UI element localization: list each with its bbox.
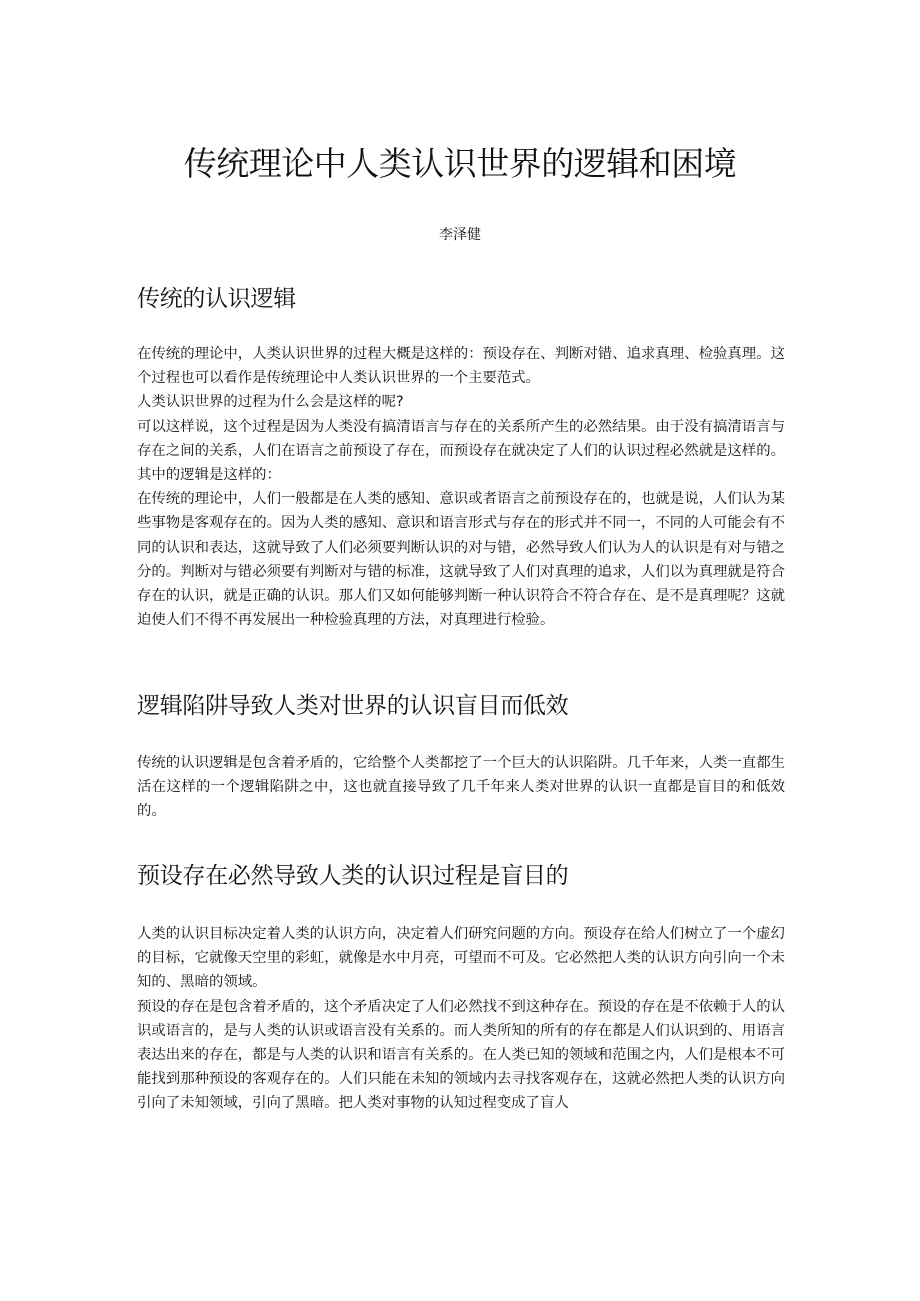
section-heading-2: 逻辑陷阱导致人类对世界的认识盲目而低效 (137, 693, 569, 719)
paragraph: 在传统的理论中，人类认识世界的过程大概是这样的：预设存在、判断对错、追求真理、检验真理。这个过程也可以看作是传统理论中人类认识世界的一个主要范式。 (137, 346, 785, 387)
paragraph: 人类认识世界的过程为什么会是这样的呢? (137, 394, 404, 411)
section-heading-3: 预设存在必然导致人类的认识过程是盲目的 (137, 863, 569, 889)
section-body-3 (137, 922, 785, 1116)
document-author: 李泽健 (439, 227, 481, 243)
paragraph: 在传统的理论中，人们一般都是在人类的感知、意识或者语言之前预设存在的，也就是说，人们认为某些事物是客观存在的。因为人类的感知、意识和语言形式与存在的形式并不同一，不同的人可能会有不同的认识和表达，这就导致了人们必须要判断认识的对与错，必然导致人们认为人的认识是有对与错之分的。判断对与错必须要有判断对与错的标准，这就导致了人们对真理的追求，人们以为真理就是符合存在的认识，就是正确的认识。那人们又如何能够判断一种认识符合不符合存在、是不是真理呢？这就迫使人们不得不再发展出一种检验真理的方法，对真理进行检验。 (137, 491, 785, 629)
paragraph: 可以这样说，这个过程是因为人类没有搞清语言与存在的关系所产生的必然结果。由于没有搞清语言与存在之间的关系，人们在语言之前预设了存在，而预设存在就决定了人们的认识过程必然就是这样的。其中的逻辑是这样的： (137, 418, 785, 484)
section-body-2 (137, 751, 785, 824)
paragraph: 传统的认识逻辑是包含着矛盾的，它给整个人类都挖了一个巨大的认识陷阱。几千年来，人类一直都生活在这样的一个逻辑陷阱之中，这也就直接导致了几千年来人类对世界的认识一直都是盲目的和低效的。 (137, 755, 785, 820)
section-body-1 (137, 342, 785, 632)
document-title: 传统理论中人类认识世界的逻辑和困境 (183, 144, 737, 183)
section-heading-1: 传统的认识逻辑 (137, 286, 296, 312)
paragraph: 预设的存在是包含着矛盾的，这个矛盾决定了人们必然找不到这种存在。预设的存在是不依赖于人的认识或语言的，是与人类的认识或语言没有关系的。而人类所知的所有的存在都是人们认识到的、用语言表达出来的存在，都是与人类的认识和语言有关系的。在人类已知的领域和范围之内，人们是根本不可能找到那种预设的客观存在的。人们只能在未知的领域内去寻找客观存在，这就必然把人类的认识方向引向了未知领域，引向了黑暗。把人类对事物的认知过程变成了盲人 (137, 998, 785, 1112)
paragraph: 人类的认识目标决定着人类的认识方向，决定着人们研究问题的方向。预设存在给人们树立了一个虚幻的目标，它就像天空里的彩虹，就像是水中月亮，可望而不可及。它必然把人类的认识方向引向一个未知的、黑暗的领域。 (137, 926, 785, 991)
